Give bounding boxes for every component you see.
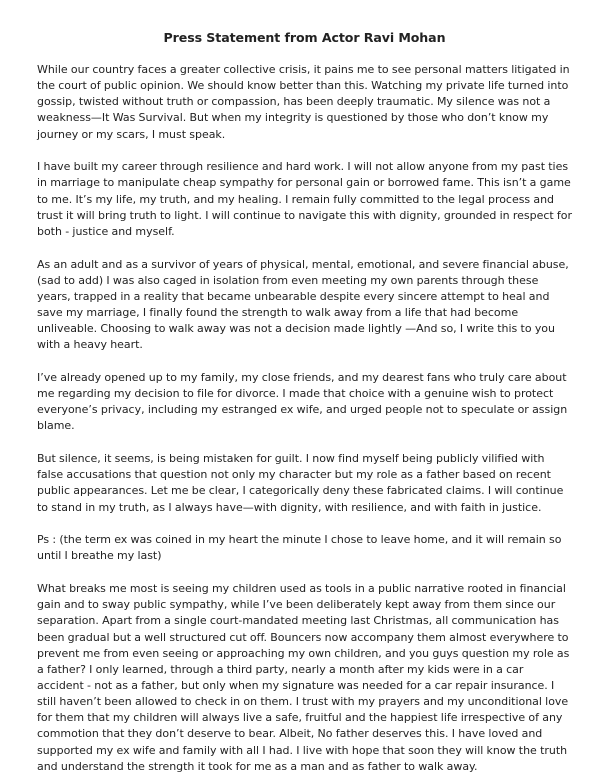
paragraph-intro: While our country faces a greater collective crisis, it pains me to see personal matters litigated in the court of public opinion. We should know better than this. Watching my private life turned into gossip, twisted without truth or compassion, has been deeply traumatic. My silence was not a weakness—It Was Survival. But when my integrity is questioned by those who don’t know my journey or my scars, I must speak. — [37, 63, 570, 141]
paragraph-postscript: Ps : (the term ex was coined in my heart the minute I chose to leave home, and it will remain so until I breathe my last) — [37, 533, 562, 563]
document-title: Press Statement from Actor Ravi Mohan — [163, 30, 446, 45]
paragraph-survivor: As an adult and as a survivor of years of physical, mental, emotional, and severe financial abuse, (sad to add) I was also caged in isolation from even meeting my own parents through these years, trapped in a reality that became unbearable despite every sincere attempt to heal and save my marriage, I finally found the strength to walk away from a life that had become unliveable. Choosing to walk away was not a decision made lightly —And so, I write this to you with a heavy heart. — [37, 257, 569, 352]
paragraph-divorce-decision: I’ve already opened up to my family, my close friends, and my dearest fans who truly care about me regarding my decision to file for divorce. I made that choice with a genuine wish to protect everyone’s privacy, including my estranged ex wife, and urged people not to speculate or assign blame. — [37, 371, 568, 433]
paragraph-children: What breaks me most is seeing my children used as tools in a public narrative rooted in financial gain and to sway public sympathy, while I’ve been deliberately kept away from them since our separation. Apart from a single court-mandated meeting last Christmas, all communication has been gradual but a well structured cut off. Bouncers now accompany them almost everywhere to prevent me from even seeing or approaching my own children, and you guys question my role as a father? I only learned, through a third party, nearly a month after my kids were in a car accident - not as a father, but only when my signature was needed for a car repair insurance. I still haven’t been allowed to check in on them. I trust with my prayers and my unconditional love for them that my children will always live a safe, fruitful and the happiest life irrespective of any commotion that they don’t deserve to bear. Albeit, No father deserves this. I have loved and supported my ex wife and family with all I had. I live with hope that soon they will know the truth and understand the strength it took for me as a man and as father to walk away. — [37, 582, 570, 773]
paragraph-silence: But silence, it seems, is being mistaken for guilt. I now find myself being publicly vilified with false accusations that question not only my character but my role as a father based on recent public appearances. Let me be clear, I categorically deny these fabricated claims. I will continue to stand in my truth, as I always have—with dignity, with resilience, and with faith in justice. — [37, 452, 564, 514]
paragraph-career: I have built my career through resilience and hard work. I will not allow anyone from my past ties in marriage to manipulate cheap sympathy for personal gain or borrowed fame. This isn’t a game to me. It’s my life, my truth, and my healing. I remain fully committed to the legal process and trust it will bring truth to light. I will continue to navigate this with dignity, grounded in respect for both - justice and myself. — [37, 160, 572, 238]
